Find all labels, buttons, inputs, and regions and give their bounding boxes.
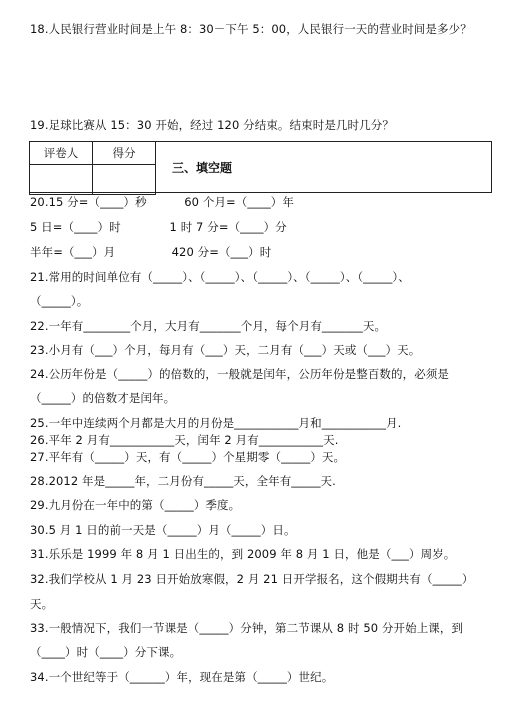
question-21-line-2: （_____）。 (30, 294, 89, 308)
question-27: 27.平年有（_____）天，有（_____）个星期零（_____）天。 (30, 450, 346, 464)
grader-cell (30, 165, 93, 195)
question-32-line-1: 32.我们学校从 1 月 23 日开始放寒假，2 月 21 日开学报名，这个假期共有（_____） (30, 572, 474, 586)
question-31: 31.乐乐是 1999 年 8 月 1 日出生的，到 2009 年 8 月 1 日，他是（___）周岁。 (30, 547, 456, 561)
question-24-line-2: （_____）的倍数才是闰年。 (30, 391, 176, 405)
section-title: 三、填空题 (172, 161, 233, 175)
question-28: 28.2012 年是_____年，二月份有_____天，全年有_____天. (30, 474, 336, 488)
question-33-line-2: （____）时（____）分下课。 (30, 645, 182, 659)
scoring-box (29, 141, 492, 193)
question-24-line-1: 24.公历年份是（_____）的倍数的，一般就是闰年，公历年份是整百数的，必须是 (30, 367, 450, 381)
question-30: 30.5 月 1 日的前一天是（_____）月（_____）日。 (30, 523, 296, 537)
question-20-line-1: 20.15 分=（____）秒 60 个月=（____）年 (30, 195, 294, 209)
question-33-line-1: 33.一般情况下，我们一节课是（_____）分钟，第二节课从 8 时 50 分开始上课，到 (30, 621, 464, 635)
scoring-table (29, 141, 156, 195)
question-20-line-2: 5 日=（____）时 1 时 7 分=（____）分 (30, 220, 287, 234)
question-32-line-2: 天。 (30, 597, 54, 611)
score-label: 得分 (93, 142, 156, 165)
grader-label: 评卷人 (30, 142, 93, 165)
question-23: 23.小月有（___）个月，每月有（___）天，二月有（___）天或（___）天。 (30, 343, 421, 357)
question-18: 18.人民银行营业时间是上午 8：30－下午 5：00，人民银行一天的营业时间是多少？ (30, 22, 472, 36)
question-19: 19.足球比赛从 15：30 开始，经过 120 分结束。结束时是几时几分？ (30, 118, 394, 132)
question-20-line-3: 半年=（___）月 420 分=（___）时 (30, 245, 272, 259)
question-26: 26.平年 2 月有___________天，闰年 2 月有___________天. (30, 433, 339, 447)
question-34: 34.一个世纪等于（______）年，现在是第（_____）世纪。 (30, 670, 334, 684)
question-22: 22.一年有________个月，大月有_______个月，每个月有_______天。 (30, 319, 387, 333)
question-29: 29.九月份在一年中的第（_____）季度。 (30, 498, 241, 512)
score-cell (93, 165, 156, 195)
question-25: 25.一年中连续两个月都是大月的月份是___________月和___________月. (30, 416, 402, 430)
question-21-line-1: 21.常用的时间单位有（_____）、（_____）、（_____）、（_____）、（_____）、 (30, 270, 410, 284)
